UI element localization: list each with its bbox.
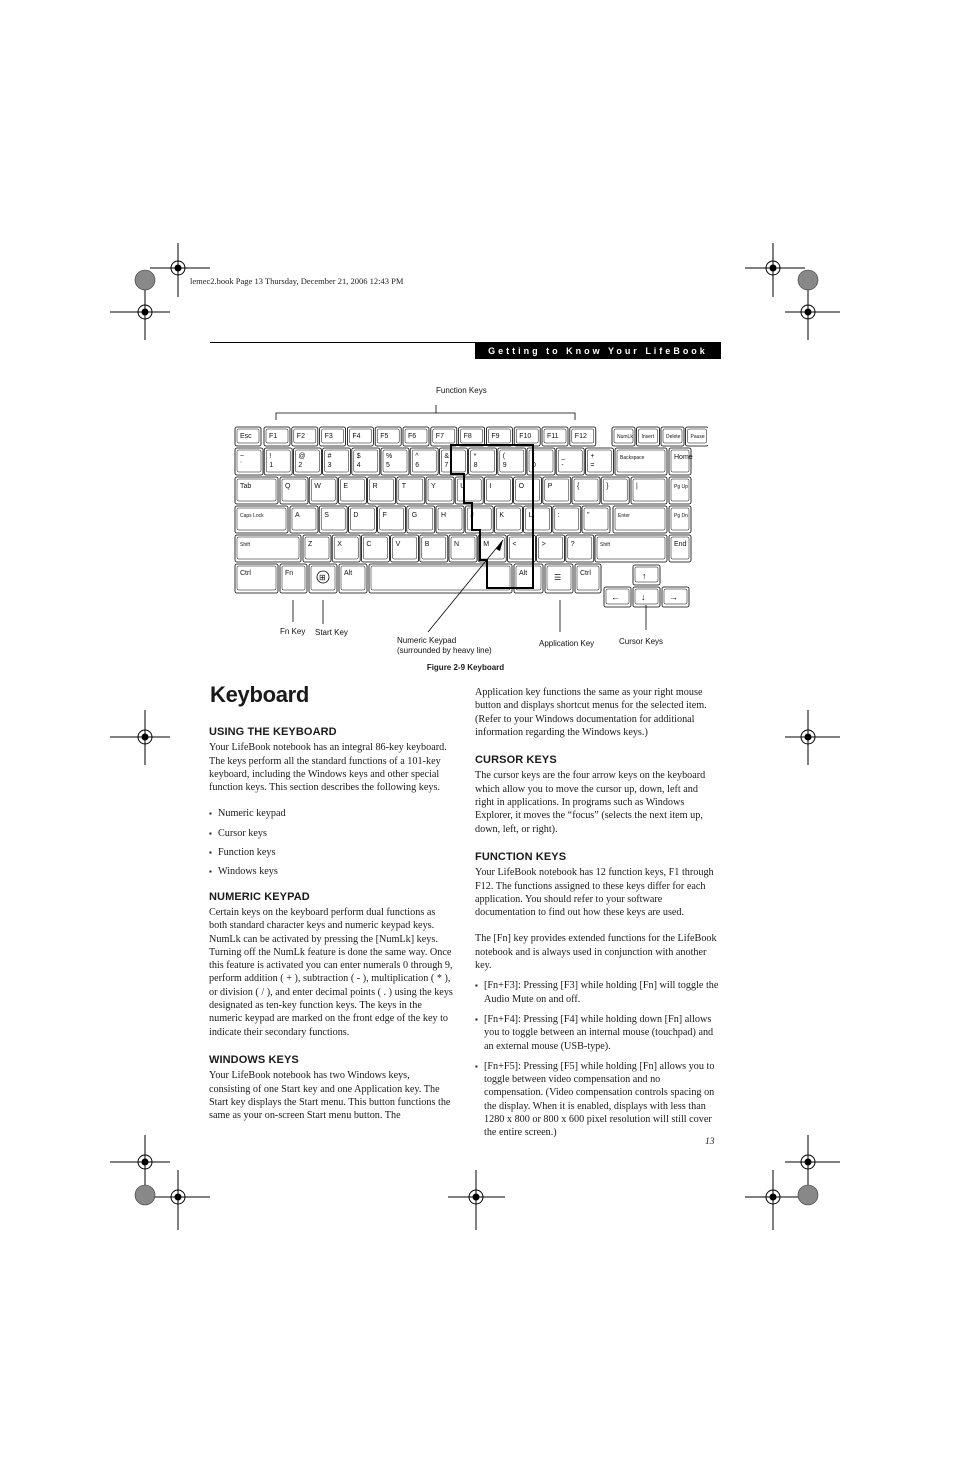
svg-text:*: * <box>473 453 477 460</box>
key-pgup <box>669 477 691 504</box>
svg-text:I: I <box>489 483 492 490</box>
key-row4-2 <box>332 535 360 562</box>
key-row4-4 <box>391 535 419 562</box>
windows-keys-body: Your LifeBook notebook has two Windows keys, consisting of one Start key and one Application key. The Start key displays the Start menu. This button functions the same as your on-screen Start menu button. The <box>209 1070 451 1122</box>
key-ctrl-left <box>235 564 278 593</box>
svg-text:?: ? <box>570 541 575 548</box>
svg-text:): ) <box>532 453 535 460</box>
svg-text:F1: F1 <box>269 433 278 440</box>
svg-text:~: ~ <box>240 453 245 460</box>
heading-windows-keys: WINDOWS KEYS <box>209 1053 299 1066</box>
key-row3-2 <box>319 506 347 533</box>
key-delete <box>661 427 684 446</box>
svg-text:Pause: Pause <box>690 434 705 440</box>
svg-text:4: 4 <box>356 462 361 469</box>
svg-text:F8: F8 <box>463 433 472 440</box>
key-down <box>633 587 660 607</box>
svg-text:B: B <box>424 541 430 548</box>
key-f5 <box>375 427 401 446</box>
svg-text:+: + <box>590 453 595 460</box>
svg-text:V: V <box>395 541 401 548</box>
callout-numeric-keypad-sub: (surrounded by heavy line) <box>397 646 492 655</box>
callout-numeric-keypad: Numeric Keypad <box>397 636 457 645</box>
key-row3-6 <box>436 506 464 533</box>
svg-text:0: 0 <box>532 462 536 469</box>
svg-text:Q: Q <box>285 483 291 490</box>
svg-text:Tab: Tab <box>240 483 252 490</box>
svg-text:D: D <box>353 512 359 519</box>
svg-text:Y: Y <box>431 483 436 490</box>
svg-text:R: R <box>372 483 378 490</box>
svg-text:": " <box>587 512 590 519</box>
key-num-6 <box>410 448 438 475</box>
svg-text:F6: F6 <box>408 433 417 440</box>
svg-text:8: 8 <box>473 462 478 469</box>
svg-text:A: A <box>295 512 300 519</box>
key-home <box>669 448 693 475</box>
svg-text:#: # <box>327 453 332 460</box>
bullet-cursor-keys: ▪ Cursor keys <box>209 827 453 840</box>
svg-text:Ctrl: Ctrl <box>240 570 251 577</box>
key-row4-5 <box>420 535 448 562</box>
key-capslock <box>235 506 288 533</box>
key-ctrl-right <box>575 564 601 593</box>
key-alt-left <box>339 564 367 593</box>
key-num-8 <box>469 448 497 475</box>
svg-text:L: L <box>528 512 533 519</box>
svg-text:@: @ <box>298 453 306 460</box>
svg-text:F: F <box>382 512 387 519</box>
svg-text:J: J <box>470 512 474 519</box>
svg-text:C: C <box>366 541 372 548</box>
key-num-1 <box>264 448 292 475</box>
key-f3 <box>320 427 346 446</box>
fn-key-body: The [Fn] key provides extended functions for the LifeBook notebook and is always used in conjunction with another key. <box>475 933 717 972</box>
svg-text:Ctrl: Ctrl <box>580 570 591 577</box>
svg-text:E: E <box>343 483 349 490</box>
svg-text:M: M <box>483 541 490 548</box>
arrow-icon: ↑ <box>642 571 647 581</box>
function-keys-body: Your LifeBook notebook has 12 function keys, F1 through F12. The functions assigned to these keys differ for each application. You should refer to your software documentation to find out how these keys are used. <box>475 867 714 919</box>
using-keyboard-body: Your LifeBook notebook has an integral 86-key keyboard. The keys perform all the standard functions of a 101-key keyboard, including the Windows keys and other special function keys. This section describes the following keys. <box>209 742 447 794</box>
svg-text:>: > <box>541 541 546 548</box>
svg-text:NumLk: NumLk <box>617 434 633 440</box>
svg-text:Shift: Shift <box>600 542 611 548</box>
key-row2-12 <box>601 477 629 504</box>
bullet-fn-f3: ▪ [Fn+F3]: Pressing [F3] while holding [Fn] will toggle the Audio Mute on and off. <box>475 979 719 1006</box>
svg-text:F10: F10 <box>519 433 532 440</box>
file-slug: lemec2.book Page 13 Thursday, December 21, 2006 12:43 PM <box>190 276 404 286</box>
windows-flag-icon: ⊞ <box>319 573 326 582</box>
numeric-keypad-body: Certain keys on the keyboard perform dual functions as both standard character keys and numeric keypad keys. NumLk can be activated by pressing the [NumLk] keys. Turning off the NumLk feature is done the same way. Once this feature is activated you can enter numerals 0 through 9, perform addition ( + ), subtraction ( - ), multiplication ( * ), or division ( / ), and enter decimal points ( . ) using the keys designated as ten-key function keys. The keys in the numeric keypad are marked on the front edge of the key to indicate their secondary functions. <box>209 906 453 1038</box>
key-backspace <box>615 448 667 475</box>
page-title: Keyboard <box>210 682 310 707</box>
svg-text:5: 5 <box>386 462 390 469</box>
svg-text:U: U <box>460 483 466 490</box>
key-row3-11 <box>582 506 610 533</box>
svg-text:N: N <box>454 541 460 548</box>
key-row2-8 <box>484 477 512 504</box>
svg-text:P: P <box>547 483 553 490</box>
key-f6 <box>403 427 429 446</box>
svg-text:7: 7 <box>444 462 449 469</box>
arrow-icon: ← <box>611 592 620 602</box>
svg-text:F3: F3 <box>324 433 333 440</box>
key-row2-2 <box>309 477 337 504</box>
key-row2-10 <box>543 477 571 504</box>
heading-function-keys: FUNCTION KEYS <box>475 850 567 863</box>
svg-text:Z: Z <box>308 541 313 548</box>
svg-text:(: ( <box>502 453 506 460</box>
key-num-9 <box>498 448 526 475</box>
key-insert <box>637 427 660 446</box>
svg-text:%: % <box>386 453 393 460</box>
key-num-7 <box>439 448 467 475</box>
arrow-icon: ↓ <box>641 592 646 602</box>
key-row4-3 <box>361 535 389 562</box>
heading-numeric-keypad: NUMERIC KEYPAD <box>209 890 310 903</box>
key-row4-10 <box>566 535 594 562</box>
svg-text:Pg Up: Pg Up <box>674 484 688 490</box>
key-row2-4 <box>368 477 396 504</box>
svg-text:Alt: Alt <box>519 570 528 577</box>
svg-text:W: W <box>314 483 321 490</box>
figure-caption: Figure 2-9 Keyboard <box>426 663 505 672</box>
svg-text:{: { <box>577 483 580 490</box>
key-f7 <box>431 427 457 446</box>
key-row2-1 <box>280 477 308 504</box>
key-num-12 <box>585 448 613 475</box>
svg-text:2: 2 <box>298 462 303 469</box>
svg-text:F5: F5 <box>380 433 389 440</box>
key-f8 <box>459 427 485 446</box>
svg-text:Esc: Esc <box>240 433 252 440</box>
key-row4-7 <box>478 535 506 562</box>
key-esc <box>235 427 261 446</box>
key-up <box>633 565 660 585</box>
svg-text:6: 6 <box>415 462 420 469</box>
svg-text:&: & <box>444 453 450 460</box>
callout-function-keys: Function Keys <box>436 386 487 395</box>
left-column <box>209 726 453 1122</box>
key-row3-9 <box>524 506 552 533</box>
bullet-fn-f4: ▪ [Fn+F4]: Pressing [F4] while holding down [Fn] allows you to toggle between an internal mouse (touchpad) and an external mouse (USB-type). <box>475 1013 719 1053</box>
svg-text:K: K <box>499 512 505 519</box>
key-num-2 <box>293 448 321 475</box>
key-row3-5 <box>407 506 435 533</box>
key-f10 <box>514 427 540 446</box>
svg-text:F2: F2 <box>296 433 305 440</box>
key-numlk <box>612 427 635 446</box>
svg-text:Pg Dn: Pg Dn <box>674 513 688 519</box>
callout-application-key: Application Key <box>539 639 595 648</box>
svg-text:S: S <box>324 512 329 519</box>
svg-text:T: T <box>401 483 407 490</box>
bullet-fn-f5: ▪ [Fn+F5]: Pressing [F5] while holding [Fn] allows you to toggle between video compensation and no compensation. (Video compensation controls spacing on the display. When it is enabled, displays with less than 1280 x 800 or 800 x 600 pixel resolution will still cover the entire screen.) <box>475 1060 719 1140</box>
svg-text:Fn: Fn <box>285 570 294 577</box>
key-row2-11 <box>572 477 600 504</box>
key-fn <box>280 564 307 593</box>
svg-text:1: 1 <box>269 462 274 469</box>
svg-text:Alt: Alt <box>344 570 353 577</box>
svg-text:F11: F11 <box>547 433 559 440</box>
svg-text:O: O <box>518 483 525 490</box>
svg-text:F9: F9 <box>491 433 500 440</box>
bullet-function-keys: ▪ Function keys <box>209 846 453 859</box>
svg-text:Insert: Insert <box>641 434 655 440</box>
key-pgdn <box>669 506 691 533</box>
key-f11 <box>542 427 568 446</box>
svg-text:G: G <box>411 512 418 519</box>
svg-text:Caps Lock: Caps Lock <box>240 513 264 519</box>
callout-start-key: Start Key <box>315 628 348 637</box>
bullet-numeric-keypad: ▪ Numeric keypad <box>209 807 453 820</box>
key-f2 <box>292 427 318 446</box>
running-header: Getting to Know Your LifeBook <box>475 342 721 359</box>
key-enter <box>613 506 667 533</box>
key-f4 <box>347 427 373 446</box>
svg-text:$: $ <box>356 453 361 460</box>
key-shift-left <box>235 535 301 562</box>
svg-text::: : <box>557 512 560 519</box>
application-key-body: Application key functions the same as your right mouse button and displays shortcut menus for the selected item. (Refer to your Windows documentation for additional information regarding the Windows keys.) <box>475 687 707 738</box>
svg-text:Home: Home <box>674 454 693 461</box>
svg-text:_: _ <box>561 453 566 460</box>
svg-text:3: 3 <box>327 462 332 469</box>
key-num-10 <box>527 448 555 475</box>
svg-text:End: End <box>674 541 687 548</box>
key-shift-right <box>595 535 667 562</box>
key-row4-9 <box>537 535 565 562</box>
svg-text:Shift: Shift <box>240 542 251 548</box>
svg-text:!: ! <box>269 453 272 460</box>
key-pipe <box>631 477 667 504</box>
key-pause <box>686 427 709 446</box>
key-row3-8 <box>494 506 522 533</box>
key-num-5 <box>381 448 409 475</box>
key-row4-1 <box>303 535 331 562</box>
bullet-windows-keys: ▪ Windows keys <box>209 865 453 878</box>
svg-text:Enter: Enter <box>618 513 630 519</box>
key-tab <box>235 477 278 504</box>
svg-text:<: < <box>512 541 517 548</box>
key-row3-1 <box>290 506 318 533</box>
key-num-4 <box>352 448 380 475</box>
page-number: 13 <box>705 1137 715 1147</box>
key-f9 <box>486 427 512 446</box>
svg-text:-: - <box>561 462 564 469</box>
key-num-3 <box>323 448 351 475</box>
key-row3-3 <box>348 506 376 533</box>
svg-text:^: ^ <box>415 453 419 460</box>
key-row3-10 <box>553 506 581 533</box>
key-num-11 <box>556 448 584 475</box>
key-row2-6 <box>426 477 454 504</box>
key-f1 <box>264 427 290 446</box>
svg-text:F7: F7 <box>435 433 444 440</box>
arrow-icon: → <box>669 592 678 602</box>
key-end <box>669 535 691 562</box>
key-f12 <box>570 427 596 446</box>
svg-text:Backspace: Backspace <box>620 455 645 461</box>
svg-text:=: = <box>590 462 595 469</box>
svg-text:F4: F4 <box>352 433 361 440</box>
key-row2-5 <box>397 477 425 504</box>
heading-cursor-keys: CURSOR KEYS <box>475 754 557 767</box>
key-row4-8 <box>507 535 535 562</box>
application-menu-icon: ☰ <box>554 573 562 582</box>
heading-using-keyboard: USING THE KEYBOARD <box>209 726 337 738</box>
keyboard-figure <box>228 380 708 660</box>
svg-text:|: | <box>636 483 638 490</box>
callout-fn-key: Fn Key <box>280 627 306 636</box>
key-row2-3 <box>338 477 366 504</box>
key-row3-7 <box>465 506 493 533</box>
svg-text:Delete: Delete <box>666 434 681 440</box>
key-row2-7 <box>455 477 483 504</box>
svg-text:X: X <box>337 541 342 548</box>
key-num-0 <box>235 448 263 475</box>
svg-text:`: ` <box>240 462 243 469</box>
svg-text:H: H <box>441 512 447 519</box>
key-row2-9 <box>514 477 542 504</box>
svg-text:F12: F12 <box>574 433 587 440</box>
callout-cursor-keys: Cursor Keys <box>619 637 664 646</box>
right-column <box>475 686 719 1140</box>
key-row3-4 <box>378 506 406 533</box>
svg-text:}: } <box>606 483 609 490</box>
cursor-keys-body: The cursor keys are the four arrow keys on the keyboard which allow you to move the cursor up, down, left and right in applications. In programs such as Windows Explorer, it moves the “focus” (selects the next item up, down, left, or right). <box>475 770 706 835</box>
key-row4-6 <box>449 535 477 562</box>
svg-text:9: 9 <box>502 462 507 469</box>
